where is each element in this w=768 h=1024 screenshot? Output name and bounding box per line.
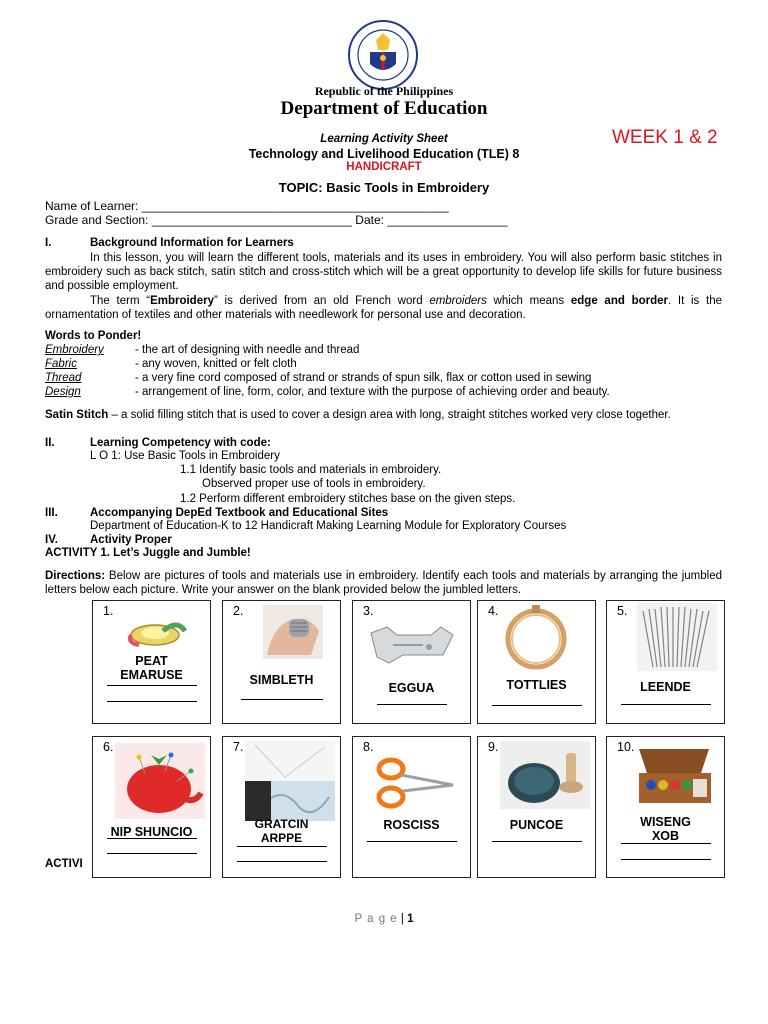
republic-label: Republic of the Philippines bbox=[314, 84, 454, 98]
section2-num: II. bbox=[45, 437, 55, 449]
name-field[interactable]: ______________________________________________ bbox=[141, 199, 449, 213]
section1-heading: Background Information for Learners bbox=[90, 237, 294, 249]
answer-blank[interactable] bbox=[621, 843, 711, 844]
item-number: 5. bbox=[617, 604, 628, 618]
term-embroidery: Embroidery bbox=[45, 344, 104, 356]
term-thread: Thread bbox=[45, 372, 82, 384]
jumbled-word: ROSCISS bbox=[383, 818, 440, 832]
answer-blank[interactable] bbox=[492, 841, 582, 842]
pounce-icon bbox=[500, 741, 590, 812]
answer-blank[interactable] bbox=[107, 838, 197, 839]
item-number: 3. bbox=[363, 604, 374, 618]
def-embroidery: - the art of designing with needle and thread bbox=[135, 344, 360, 356]
item-number: 7. bbox=[233, 740, 244, 754]
section3-heading: Accompanying DepEd Textbook and Educational Sites bbox=[90, 507, 389, 519]
department-title: Department of Education bbox=[280, 98, 488, 119]
deped-seal bbox=[348, 20, 418, 90]
term-fabric: Fabric bbox=[45, 358, 77, 370]
grade-field[interactable]: ______________________________ bbox=[151, 213, 352, 227]
page-footer bbox=[0, 913, 768, 925]
def-design: - arrangement of line, form, color, and texture with the purpose of achieving order and beauty. bbox=[135, 386, 610, 398]
activity-title: ACTIVITY 1. Let’s Juggle and Jumble! bbox=[45, 547, 251, 559]
answer-blank[interactable] bbox=[621, 704, 711, 705]
embroidery-hoop-icon bbox=[504, 605, 568, 674]
topic-title: TOPIC: Basic Tools in Embroidery bbox=[278, 180, 490, 195]
answer-blank[interactable] bbox=[237, 861, 327, 862]
satin-stitch-definition: Satin Stitch – a solid filling stitch that is used to cover a design area with long, straight stitches worked very close together. bbox=[45, 409, 671, 421]
answer-blank[interactable] bbox=[377, 704, 447, 705]
item-box-8 bbox=[352, 736, 471, 878]
scissors-icon bbox=[375, 757, 455, 812]
jumbled-word: TOTTLIES bbox=[506, 678, 567, 692]
item-box-4 bbox=[477, 600, 596, 724]
item-box-1 bbox=[92, 600, 211, 724]
def-fabric: - any woven, knitted or felt cloth bbox=[135, 358, 297, 370]
pin-cushion-icon bbox=[115, 743, 205, 822]
jumbled-word: SIMBLETH bbox=[249, 673, 314, 687]
section1-paragraph-1: In this lesson, you will learn the different tools, materials and its uses in embroidery. You will also perform basic stitches in embroidery such as back stitch, satin stitch and cross-stitch which will be a great opportunity to develop life skills for future business and possible employment. bbox=[45, 252, 722, 292]
section3-num: III. bbox=[45, 507, 58, 519]
jumbled-word: EGGUA bbox=[388, 681, 435, 695]
jumbled-word: GRATCIN ARPPE bbox=[254, 817, 309, 845]
grade-row bbox=[45, 213, 507, 227]
thimble-icon bbox=[263, 605, 323, 662]
section3-text: Department of Education-K to 12 Handicraft Making Learning Module for Exploratory Courses bbox=[90, 520, 567, 532]
item-box-9 bbox=[477, 736, 596, 878]
jumbled-word: PUNCOE bbox=[509, 818, 564, 832]
item-number: 2. bbox=[233, 604, 244, 618]
directions: Directions: Below are pictures of tools and materials use in embroidery. Identify each tools and materials by arranging the jumbled letters below each picture. Write your answer on the blank provided below the jumbled letters. bbox=[45, 570, 722, 596]
activity-label-cut: ACTIVI bbox=[45, 858, 83, 870]
date-field[interactable]: __________________ bbox=[387, 213, 508, 227]
answer-blank[interactable] bbox=[367, 841, 457, 842]
competency-2: 1.2 Perform different embroidery stitches base on the given steps. bbox=[180, 493, 516, 505]
def-thread: - a very fine cord composed of strand or strands of spun silk, flax or cotton used in sewing bbox=[135, 372, 592, 384]
page-label: P a g e bbox=[354, 913, 398, 925]
page-separator: | bbox=[397, 913, 408, 925]
item-number: 6. bbox=[103, 740, 114, 754]
sewing-box-icon bbox=[633, 739, 717, 810]
jumbled-word: WISENG XOB bbox=[640, 815, 691, 843]
section1-paragraph-2: The term “Embroidery” is derived from an old French word embroiders which means edge and border. It is the ornamentation of textiles and other materials with needlework for personal use and decoration. bbox=[45, 295, 722, 321]
competency-1b: Observed proper use of tools in embroidery. bbox=[202, 478, 426, 490]
term-design: Design bbox=[45, 386, 81, 398]
name-row bbox=[45, 199, 449, 213]
tracing-paper-icon bbox=[245, 741, 335, 824]
answer-blank[interactable] bbox=[107, 853, 197, 854]
section1-num: I. bbox=[45, 237, 52, 249]
subject-title: Technology and Livelihood Education (TLE) 8 bbox=[248, 147, 520, 161]
item-box-10 bbox=[606, 736, 725, 878]
answer-blank[interactable] bbox=[107, 685, 197, 686]
jumbled-word: PEAT EMARUSE bbox=[120, 654, 183, 682]
answer-blank[interactable] bbox=[107, 701, 197, 702]
date-label: Date: bbox=[351, 213, 388, 227]
item-box-5 bbox=[606, 600, 725, 724]
sheet-title: Learning Activity Sheet bbox=[320, 133, 448, 145]
item-box-3 bbox=[352, 600, 471, 724]
answer-blank[interactable] bbox=[492, 705, 582, 706]
name-label: Name of Learner: bbox=[45, 199, 142, 213]
item-box-7 bbox=[222, 736, 341, 878]
item-box-6 bbox=[92, 736, 211, 878]
tape-measure-icon bbox=[127, 611, 187, 654]
ponder-heading: Words to Ponder! bbox=[45, 330, 142, 342]
strand-label: HANDICRAFT bbox=[346, 161, 422, 173]
competency-1: 1.1 Identify basic tools and materials in embroidery. bbox=[180, 464, 442, 476]
sewing-gauge-icon bbox=[367, 619, 457, 670]
page-number: 1 bbox=[407, 913, 414, 925]
needles-icon bbox=[637, 603, 717, 674]
answer-blank[interactable] bbox=[237, 846, 327, 847]
jumbled-word: NIP SHUNCIO bbox=[110, 825, 193, 839]
item-number: 9. bbox=[488, 740, 499, 754]
section4-heading: Activity Proper bbox=[90, 534, 172, 546]
learning-outcome: L O 1: Use Basic Tools in Embroidery bbox=[90, 450, 280, 462]
answer-blank[interactable] bbox=[241, 699, 323, 700]
grade-label: Grade and Section: bbox=[45, 213, 152, 227]
answer-blank[interactable] bbox=[621, 859, 711, 860]
section2-heading: Learning Competency with code: bbox=[90, 437, 271, 449]
item-number: 4. bbox=[488, 604, 499, 618]
week-label: WEEK 1 & 2 bbox=[612, 127, 718, 148]
section4-num: IV. bbox=[45, 534, 59, 546]
jumbled-word: LEENDE bbox=[640, 680, 691, 694]
item-number: 8. bbox=[363, 740, 374, 754]
item-number: 1. bbox=[103, 604, 114, 618]
item-box-2 bbox=[222, 600, 341, 724]
item-number: 10. bbox=[617, 740, 635, 754]
